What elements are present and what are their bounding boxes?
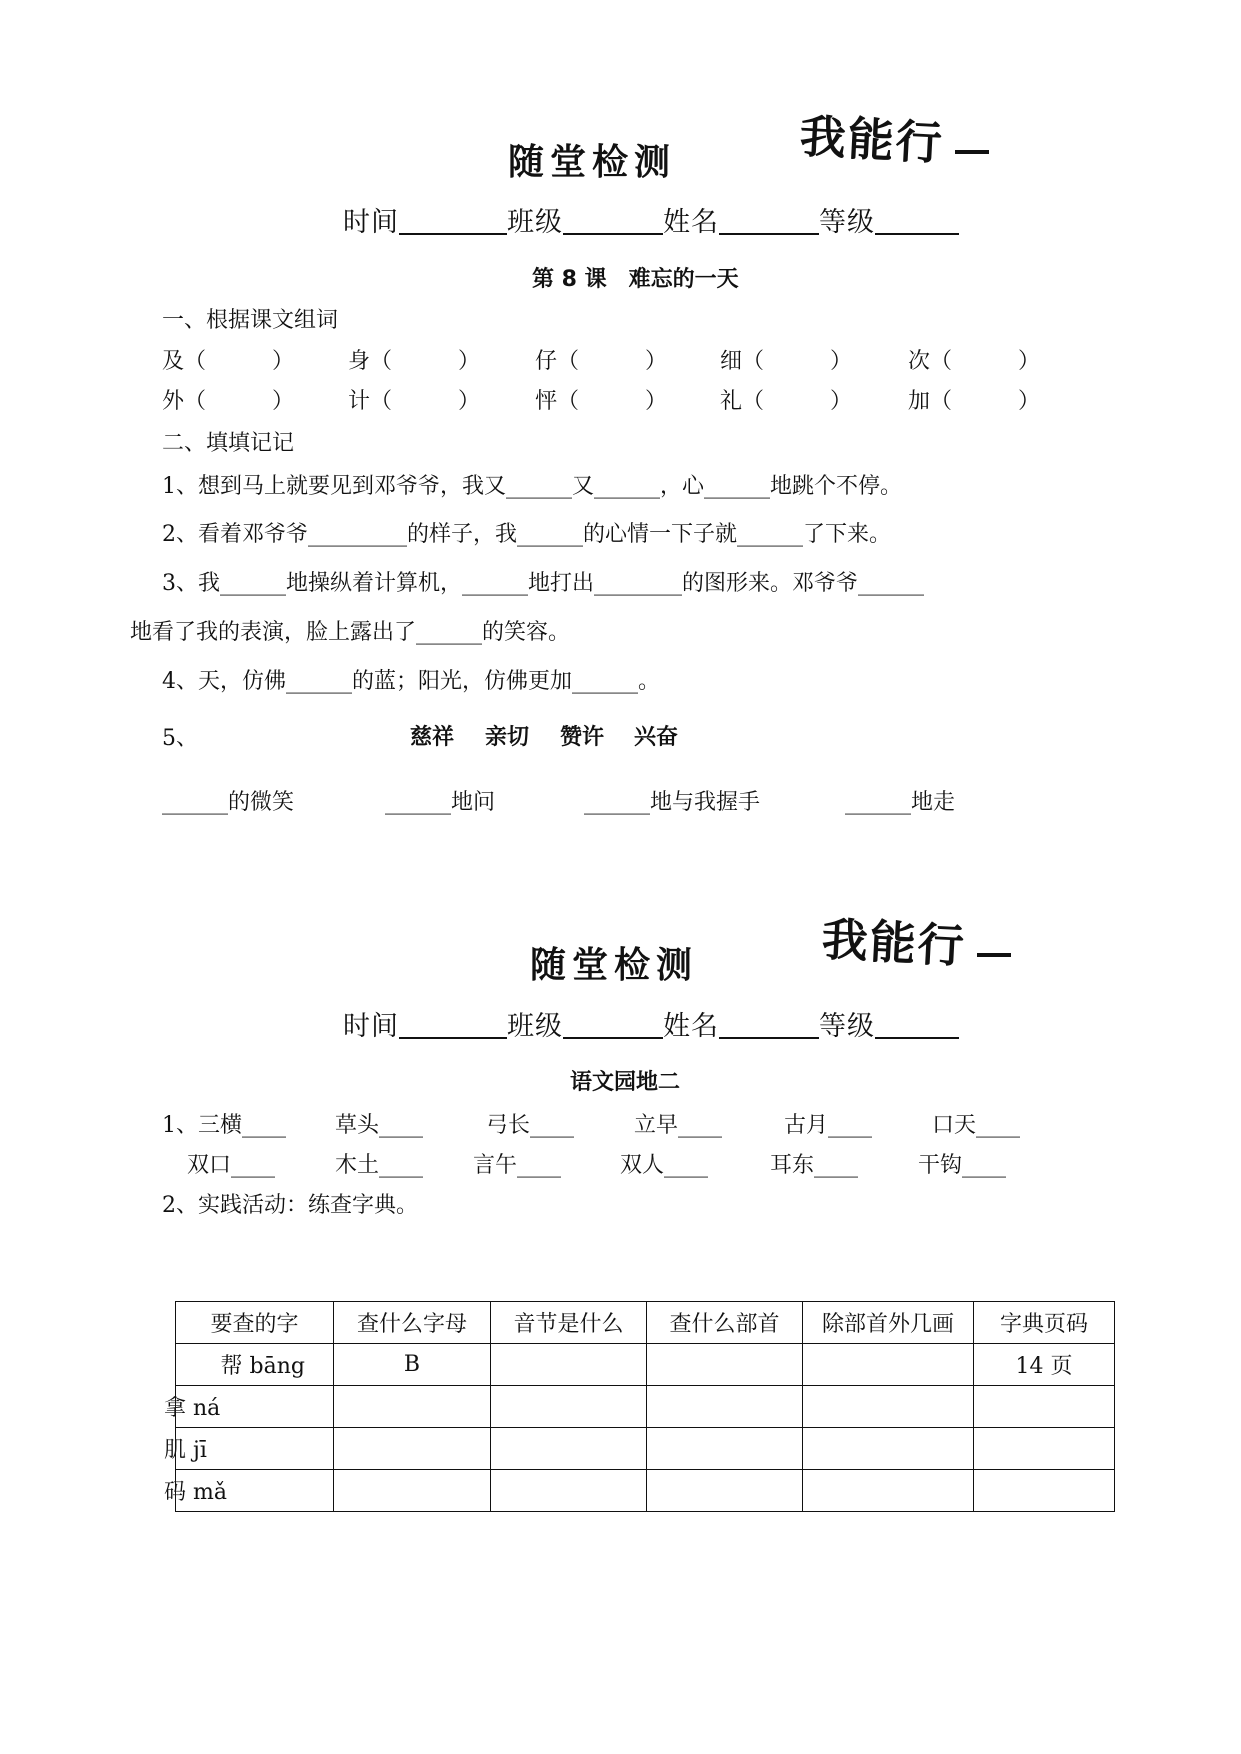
question-4: 4、天，仿佛______的蓝；阳光，仿佛更加______。 bbox=[162, 669, 660, 694]
table-cell: B bbox=[334, 1344, 491, 1386]
q5-blank: ______地与我握手 bbox=[584, 790, 761, 815]
table-cell[interactable] bbox=[334, 1386, 491, 1428]
radical-item: 木土____ bbox=[335, 1153, 424, 1178]
practice-heading: 2、实践活动：练查字典。 bbox=[162, 1193, 418, 1218]
word-item: 细（ ） bbox=[720, 349, 853, 374]
table-row bbox=[176, 1470, 1115, 1512]
word-item: 及（ ） bbox=[162, 349, 295, 374]
time-label: 时间 bbox=[343, 207, 399, 238]
radical-item: 言午____ bbox=[473, 1153, 562, 1178]
radical-item: 草头____ bbox=[335, 1113, 424, 1138]
table-cell[interactable] bbox=[803, 1470, 974, 1512]
table-header: 字典页码 bbox=[974, 1302, 1115, 1344]
table-cell bbox=[164, 1386, 334, 1428]
radical-item: 口天____ bbox=[932, 1113, 1021, 1138]
word-item: 计（ ） bbox=[348, 389, 481, 414]
table-header-row bbox=[176, 1302, 1115, 1344]
table-cell[interactable] bbox=[491, 1386, 647, 1428]
table-cell[interactable] bbox=[803, 1344, 974, 1386]
word-item: 身（ ） bbox=[348, 349, 481, 374]
table-cell-text: 肌 jī bbox=[164, 1438, 207, 1463]
grade-label: 等级 bbox=[819, 1011, 875, 1042]
table-row bbox=[176, 1428, 1115, 1470]
q5-blank: ______地问 bbox=[385, 790, 496, 815]
q5-blank: ______地走 bbox=[845, 790, 956, 815]
name-label: 姓名 bbox=[663, 207, 719, 238]
table-header: 要查的字 bbox=[176, 1302, 334, 1344]
table-header: 查什么部首 bbox=[647, 1302, 803, 1344]
table-header: 音节是什么 bbox=[491, 1302, 647, 1344]
class-label: 班级 bbox=[507, 1011, 563, 1042]
table-cell[interactable] bbox=[803, 1428, 974, 1470]
name-blank[interactable] bbox=[719, 207, 819, 235]
table-cell[interactable] bbox=[334, 1428, 491, 1470]
table-row bbox=[176, 1386, 1115, 1428]
table-cell-text: 拿 ná bbox=[164, 1396, 221, 1421]
question-3-line1: 3、我______地操纵着计算机，______地打出________的图形来。邓爷爷______ bbox=[162, 571, 924, 596]
table-cell[interactable] bbox=[334, 1470, 491, 1512]
table-cell[interactable] bbox=[647, 1470, 803, 1512]
question-1: 1、想到马上就要见到邓爷爷，我又______又______，心______地跳个不停。 bbox=[162, 474, 902, 499]
q5-blank: ______的微笑 bbox=[162, 790, 295, 815]
name-blank[interactable] bbox=[719, 1011, 819, 1039]
class-label: 班级 bbox=[507, 207, 563, 238]
radical-item: 古月____ bbox=[784, 1113, 873, 1138]
table-cell[interactable] bbox=[491, 1428, 647, 1470]
table-header: 除部首外几画 bbox=[803, 1302, 974, 1344]
section2-title: 随堂检测 bbox=[530, 945, 699, 986]
section2-slogan-underline bbox=[977, 953, 1011, 957]
table-cell[interactable] bbox=[491, 1344, 647, 1386]
table-cell[interactable] bbox=[491, 1470, 647, 1512]
table-header: 查什么字母 bbox=[334, 1302, 491, 1344]
table-cell: 帮 bāng bbox=[176, 1344, 334, 1386]
word-item: 外（ ） bbox=[162, 389, 295, 414]
dictionary-table bbox=[164, 1301, 1115, 1512]
part2-heading: 二、填填记记 bbox=[162, 431, 295, 456]
time-blank[interactable] bbox=[399, 207, 507, 235]
radical-item: 立早____ bbox=[634, 1113, 723, 1138]
grade-label: 等级 bbox=[819, 207, 875, 238]
class-blank[interactable] bbox=[563, 1011, 663, 1039]
table-cell-text: 码 mǎ bbox=[164, 1480, 227, 1505]
table-row bbox=[176, 1344, 1115, 1386]
q5-word: 兴奋 bbox=[634, 725, 679, 750]
class-blank[interactable] bbox=[563, 207, 663, 235]
table-cell: 14 页 bbox=[974, 1344, 1115, 1386]
grade-blank[interactable] bbox=[875, 207, 959, 235]
radical-item: 双口____ bbox=[187, 1153, 276, 1178]
section1-slogan: 我能行 bbox=[798, 109, 946, 171]
radical-item: 耳东____ bbox=[770, 1153, 859, 1178]
table-cell[interactable] bbox=[647, 1344, 803, 1386]
section1-title: 随堂检测 bbox=[508, 142, 677, 183]
section1-lesson-title: 第 8 课 难忘的一天 bbox=[532, 267, 739, 292]
section2-info-row bbox=[343, 1004, 959, 1043]
radical-item: 1、三横____ bbox=[162, 1113, 286, 1138]
section2-lesson-title: 语文园地二 bbox=[570, 1070, 681, 1095]
table-cell[interactable] bbox=[803, 1386, 974, 1428]
table-cell[interactable] bbox=[974, 1386, 1115, 1428]
table-cell[interactable] bbox=[974, 1470, 1115, 1512]
table-cell[interactable] bbox=[974, 1428, 1115, 1470]
q5-word: 慈祥 bbox=[410, 725, 455, 750]
q5-word: 亲切 bbox=[485, 725, 530, 750]
time-label: 时间 bbox=[343, 1011, 399, 1042]
word-item: 次（ ） bbox=[908, 349, 1041, 374]
name-label: 姓名 bbox=[663, 1011, 719, 1042]
time-blank[interactable] bbox=[399, 1011, 507, 1039]
word-item: 怦（ ） bbox=[535, 389, 668, 414]
word-item: 仔（ ） bbox=[535, 349, 668, 374]
question-5-label: 5、 bbox=[162, 726, 198, 751]
question-2: 2、看着邓爷爷_________的样子，我______的心情一下子就______了下来。 bbox=[162, 522, 891, 547]
question-3-line2: 地看了我的表演，脸上露出了______的笑容。 bbox=[130, 620, 571, 645]
radical-item: 弓长____ bbox=[486, 1113, 575, 1138]
table-cell bbox=[164, 1428, 334, 1470]
section1-info-row bbox=[343, 200, 959, 239]
word-item: 加（ ） bbox=[908, 389, 1041, 414]
part1-heading: 一、根据课文组词 bbox=[162, 308, 339, 333]
q5-word: 赞许 bbox=[560, 725, 605, 750]
table-cell[interactable] bbox=[647, 1428, 803, 1470]
table-cell[interactable] bbox=[647, 1386, 803, 1428]
table-cell bbox=[164, 1470, 334, 1512]
word-item: 礼（ ） bbox=[720, 389, 853, 414]
section1-slogan-underline bbox=[955, 150, 989, 154]
radical-item: 双人____ bbox=[620, 1153, 709, 1178]
section2-slogan: 我能行 bbox=[820, 912, 968, 974]
grade-blank[interactable] bbox=[875, 1011, 959, 1039]
radical-item: 干钩____ bbox=[918, 1153, 1007, 1178]
